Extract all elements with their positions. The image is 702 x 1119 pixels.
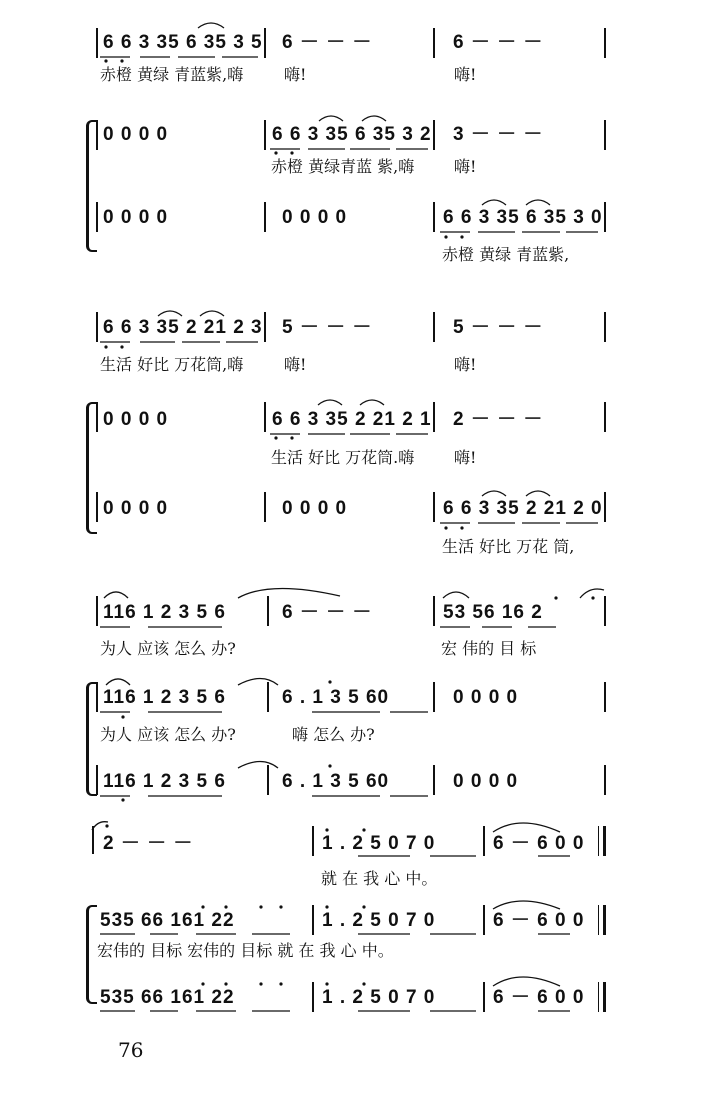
notes-s2-m2: 6 . 1 3 5 60 (282, 687, 390, 708)
notes-s1-m3: 6 － － － (453, 32, 544, 53)
notes-s3-m3: 6 6 3 35 6 35 3 0 (443, 207, 603, 228)
notes-s3-m3: 6 6 3 35 2 21 2 0 (443, 498, 603, 519)
notes-s1-m3: 5 － － － (453, 317, 544, 338)
notes-s3-m1: 116 1 2 3 5 6 (103, 771, 226, 792)
lyric-s1-b: 宏 伟的 目 标 (441, 639, 537, 658)
notes-s1-m1: 6 6 3 35 2 21 2 3 (103, 317, 263, 338)
lyric-s1-c: 嗨! (454, 65, 477, 84)
lyric-s2-a: 宏伟的 目标 宏伟的 目标 就 在 我 心 中。 (97, 941, 394, 960)
lyric-s1-b: 嗨! (284, 65, 307, 84)
notes-s3-m2: 1 . 2 5 0 7 0 (322, 987, 436, 1008)
notes-s3-m2: 0 0 0 0 (282, 498, 348, 519)
notes-s3-m2: 0 0 0 0 (282, 207, 348, 228)
notes-s1-m1: 116 1 2 3 5 6 (103, 602, 226, 623)
notes-s1-m1: 2 － － － (103, 833, 194, 854)
notes-s2-m1: 116 1 2 3 5 6 (103, 687, 226, 708)
lyric-s2-a: 生活 好比 万花筒.嗨 (271, 448, 415, 467)
notes-s2-m3: 3 － － － (453, 124, 544, 145)
lyric-s1-a: 生活 好比 万花筒,嗨 (100, 355, 244, 374)
notes-s1-m2: 6 － － － (282, 602, 373, 623)
notes-s2-m2: 6 6 3 35 6 35 3 2 (272, 124, 432, 145)
notes-s1-m2: 6 － － － (282, 32, 373, 53)
notes-s2-m2: 6 6 3 35 2 21 2 1 (272, 409, 432, 430)
notes-s3-m1: 0 0 0 0 (103, 207, 169, 228)
lyric-s1-a: 为人 应该 怎么 办? (100, 639, 236, 658)
lyric-s2-b: 嗨 怎么 办? (292, 725, 375, 744)
lyric-s1-a: 赤橙 黄绿 青蓝紫,嗨 (100, 65, 244, 84)
notes-s1-m3: 53 56 16 2 (443, 602, 543, 623)
lyric-s2-a: 赤橙 黄绿青蓝 紫,嗨 (271, 157, 415, 176)
notes-s2-m1: 0 0 0 0 (103, 124, 169, 145)
notes-s3-m3: 0 0 0 0 (453, 771, 519, 792)
notes-s3-m1: 0 0 0 0 (103, 498, 169, 519)
notes-s3-m1: 535 66 161 22 (100, 987, 235, 1008)
notes-s3-m2: 6 . 1 3 5 60 (282, 771, 390, 792)
notes-s1-m1: 6 6 3 35 6 35 3 5 (103, 32, 263, 53)
lyric-s1-a: 就 在 我 心 中。 (321, 869, 438, 888)
lyric-s3-a: 生活 好比 万花 筒, (442, 537, 575, 556)
notes-s2-m2: 1 . 2 5 0 7 0 (322, 910, 436, 931)
notes-s3-m3: 6 － 6 0 0 (493, 987, 585, 1008)
notes-s1-m3: 6 － 6 0 0 (493, 833, 585, 854)
lyric-s2-a: 为人 应该 怎么 办? (100, 725, 236, 744)
lyric-s2-b: 嗨! (454, 157, 477, 176)
lyric-s1-c: 嗨! (454, 355, 477, 374)
page-number: 76 (118, 1038, 144, 1062)
notes-s2-m3: 6 － 6 0 0 (493, 910, 585, 931)
notes-s2-m3: 2 － － － (453, 409, 544, 430)
lyric-s2-b: 嗨! (454, 448, 477, 467)
lyric-s1-b: 嗨! (284, 355, 307, 374)
notes-s2-m3: 0 0 0 0 (453, 687, 519, 708)
lyric-s3-a: 赤橙 黄绿 青蓝紫, (442, 245, 570, 264)
notes-s2-m1: 0 0 0 0 (103, 409, 169, 430)
notes-s1-m2: 5 － － － (282, 317, 373, 338)
notes-s1-m2: 1 . 2 5 0 7 0 (322, 833, 436, 854)
notes-s2-m1: 535 66 161 22 (100, 910, 235, 931)
